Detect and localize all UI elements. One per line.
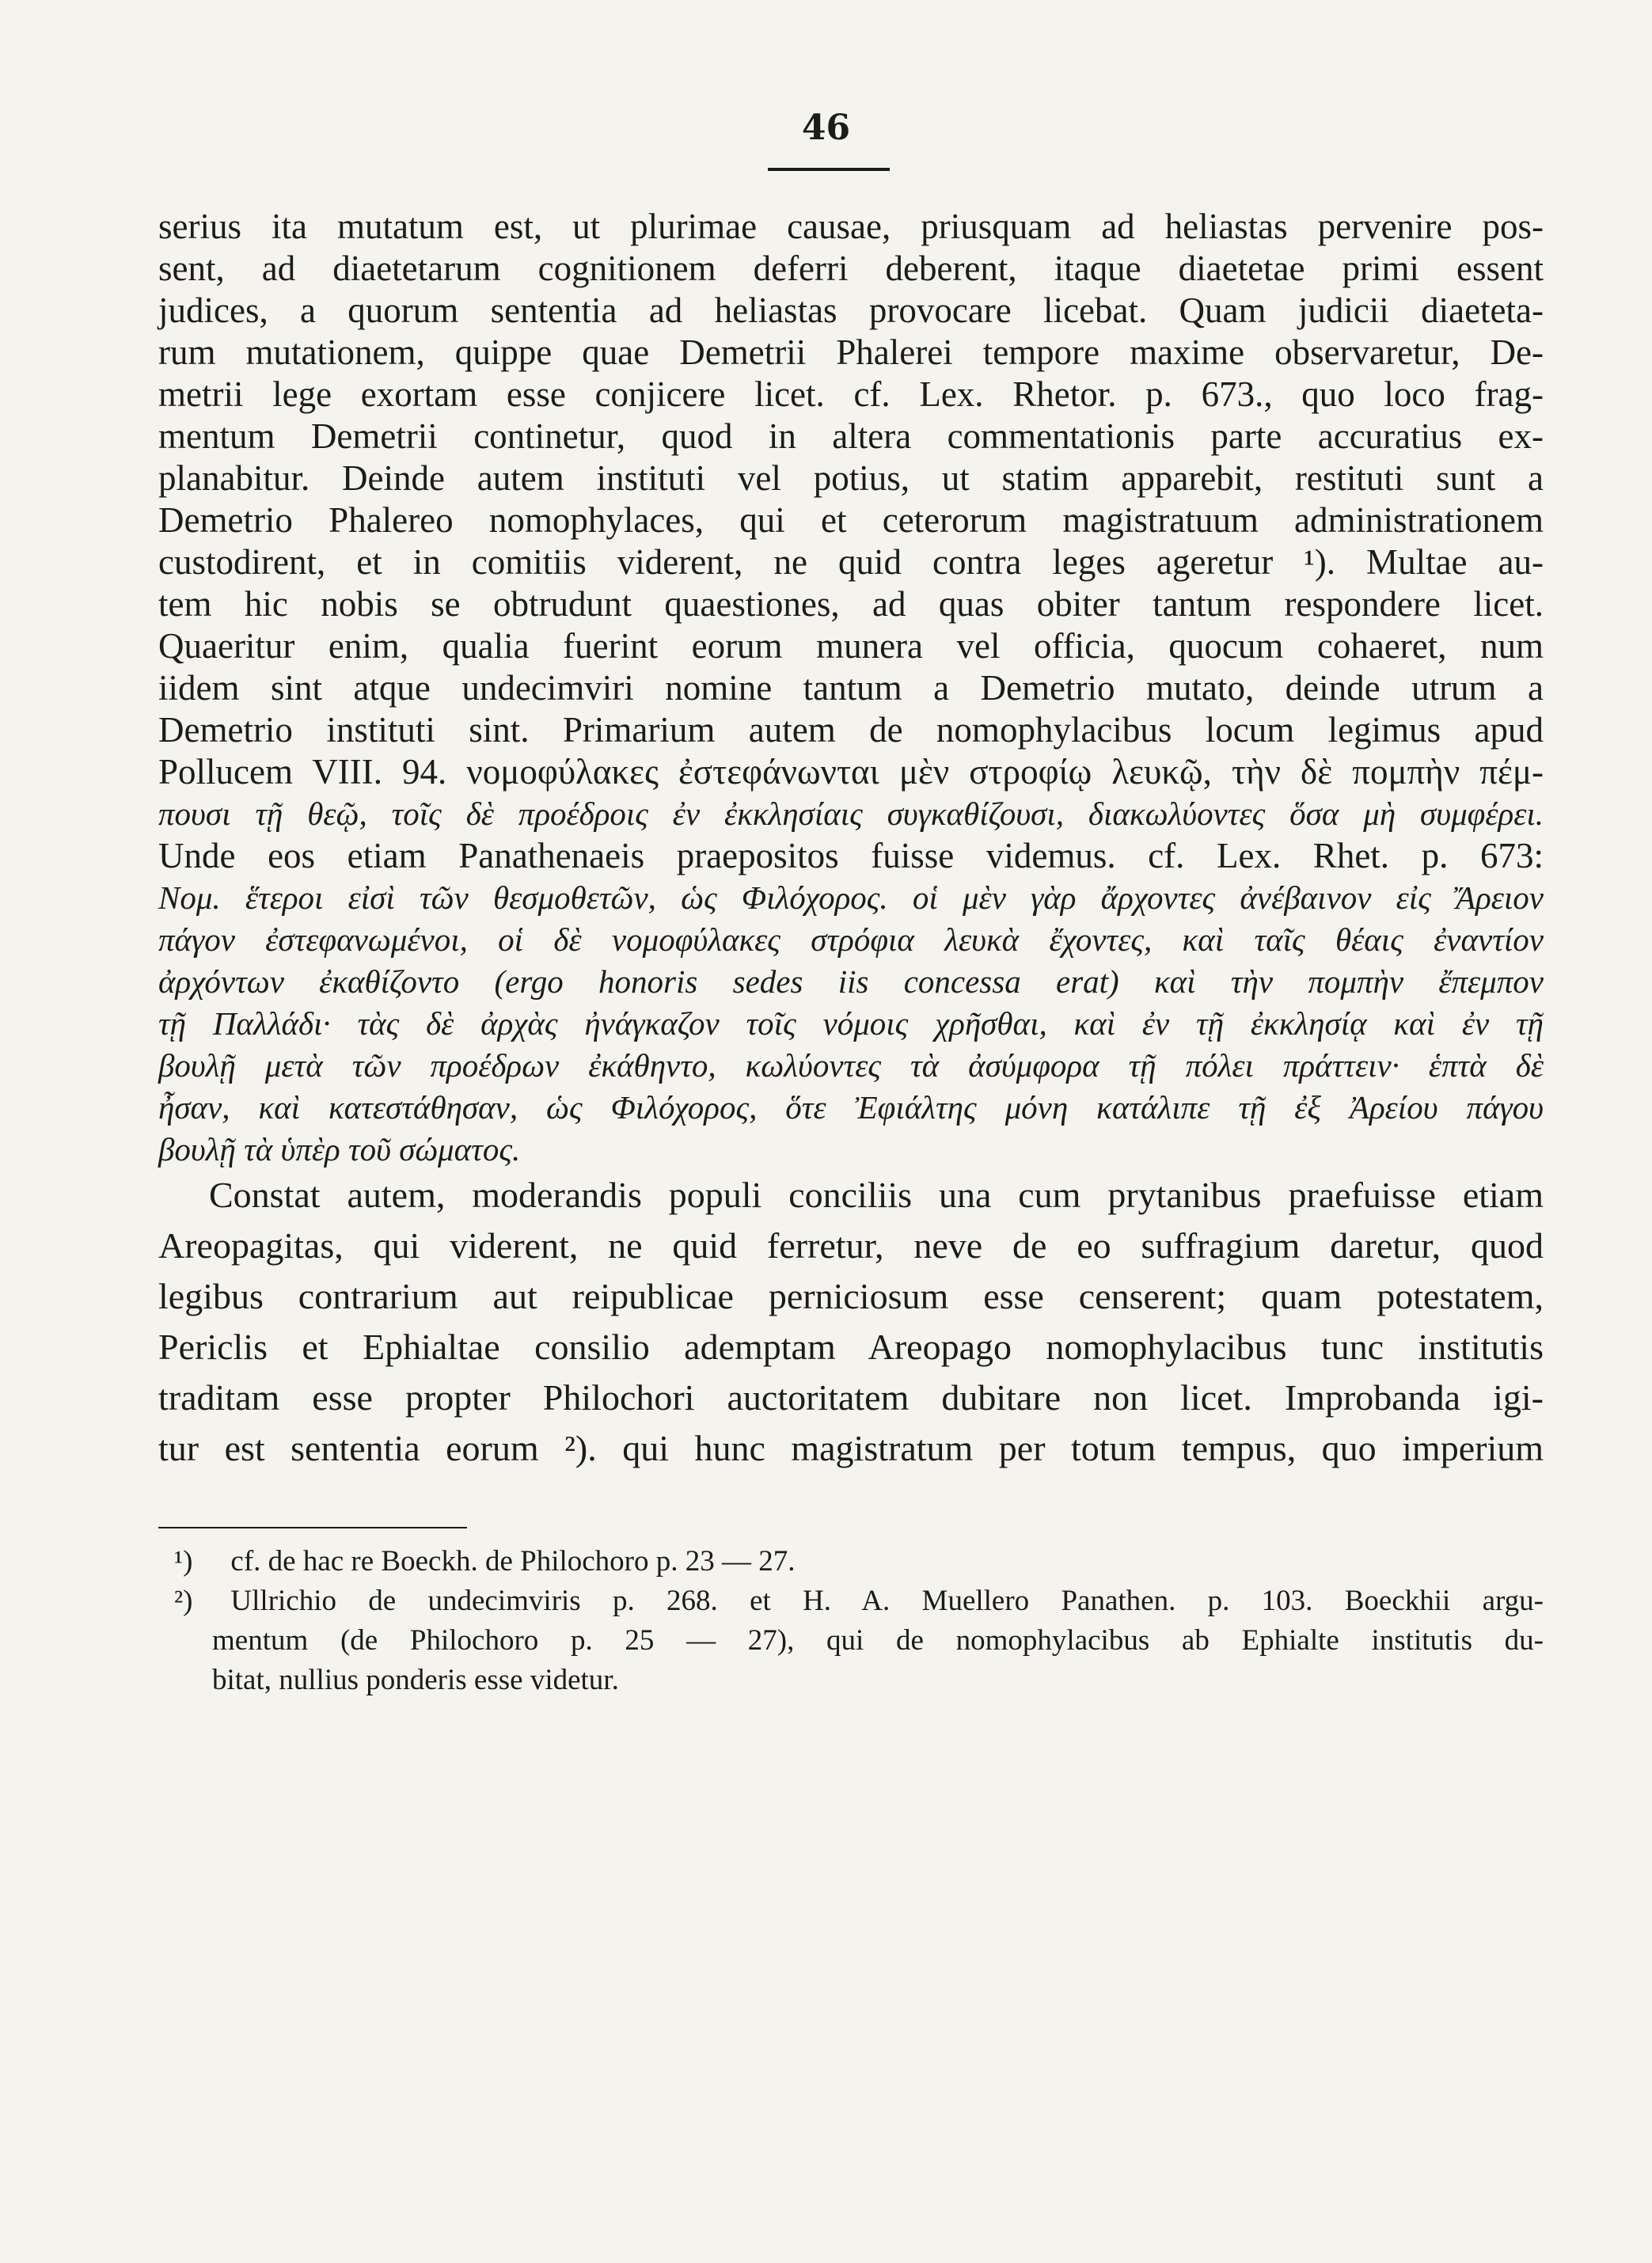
body-line: Demetrio Phalereo nomophylaces, qui et ceterorum magistratuum administrationem	[158, 500, 1544, 540]
body-line: planabitur. Deinde autem instituti vel potius, ut statim apparebit, restituti sunt a	[158, 458, 1544, 498]
body-line: tem hic nobis se obtrudunt quaestiones, ad quas obiter tantum respondere licet.	[158, 584, 1544, 624]
footnote-text: cf. de hac re Boeckh. de Philochoro p. 23 — 27.	[230, 1545, 796, 1578]
footnote-mark: ¹)	[174, 1545, 193, 1578]
body-line: traditam esse propter Philochori auctoritatem dubitare non licet. Improbanda igi-	[158, 1377, 1544, 1418]
greek-quote-line: βουλῇ τὰ ὑπὲρ τοῦ σώματος.	[158, 1131, 521, 1168]
body-line: Constat autem, moderandis populi conciliis una cum prytanibus praefuisse etiam	[209, 1175, 1544, 1215]
greek-quote-line: Νομ. ἕτεροι εἰσὶ τῶν θεσμοθετῶν, ὡς Φιλόχορος. οἱ μὲν γὰρ ἄρχοντες ἀνέβαινον εἰς Ἄρειον	[158, 879, 1544, 916]
body-line: metrii lege exortam esse conjicere licet. cf. Lex. Rhetor. p. 673., quo loco frag-	[158, 374, 1544, 414]
greek-quote-line: πουσι τῇ θεῷ, τοῖς δὲ προέδροις ἐν ἐκκλησίαις συγκαθίζουσι, διακωλύοντες ὅσα μὴ συμφέρει.	[158, 795, 1544, 832]
body-line: Demetrio instituti sint. Primarium autem de nomophylacibus locum legimus apud	[158, 710, 1544, 750]
greek-quote-line: πάγον ἐστεφανωμένοι, οἱ δὲ νομοφύλακες στρόφια λευκὰ ἔχοντες, καὶ ταῖς θέαις ἐναντίον	[158, 921, 1544, 958]
body-line: judices, a quorum sententia ad heliastas provocare licebat. Quam judicii diaeteta-	[158, 290, 1544, 330]
page-number: 46	[801, 108, 851, 148]
body-line: iidem sint atque undecimviri nomine tantum a Demetrio mutato, deinde utrum a	[158, 668, 1544, 708]
body-line: Pollucem VIII. 94. νομοφύλακες ἐστεφάνωνται μὲν στροφίῳ λευκῷ, τὴν δὲ πομπὴν πέμ-	[158, 752, 1544, 792]
footnote-2-line: bitat, nullius ponderis esse videtur.	[212, 1664, 619, 1696]
greek-quote-line: ἀρχόντων ἐκαθίζοντο (ergo honoris sedes iis concessa erat) καὶ τὴν πομπὴν ἔπεμπον	[158, 963, 1544, 1000]
body-line: tur est sententia eorum ²). qui hunc magistratum per totum tempus, quo imperium	[158, 1428, 1544, 1468]
body-line: rum mutationem, quippe quae Demetrii Phalerei tempore maxime observaretur, De-	[158, 332, 1544, 372]
greek-quote-line: ἦσαν, καὶ κατεστάθησαν, ὡς Φιλόχορος, ὅτε Ἐφιάλτης μόνη κατάλιπε τῇ ἐξ Ἀρείου πάγου	[158, 1089, 1544, 1126]
footnote-rule	[158, 1527, 467, 1528]
footnote-2	[174, 1583, 1544, 1619]
body-line: mentum Demetrii continetur, quod in altera commentationis parte accuratius ex-	[158, 416, 1544, 456]
body-line: legibus contrarium aut reipublicae perniciosum esse censerent; quam potestatem,	[158, 1276, 1544, 1316]
body-line: Quaeritur enim, qualia fuerint eorum munera vel officia, quocum cohaeret, num	[158, 626, 1544, 666]
body-line: custodirent, et in comitiis viderent, ne quid contra leges ageretur ¹). Multae au-	[158, 542, 1544, 582]
footnote-1	[174, 1543, 1544, 1580]
body-line: Areopagitas, qui viderent, ne quid ferretur, neve de eo suffragium daretur, quod	[158, 1225, 1544, 1266]
body-line: Unde eos etiam Panathenaeis praepositos fuisse videmus. cf. Lex. Rhet. p. 673:	[158, 836, 1544, 875]
greek-quote-line: τῇ Παλλάδι· τὰς δὲ ἀρχὰς ἠνάγκαζον τοῖς νόμοις χρῆσθαι, καὶ ἐν τῇ ἐκκλησίᾳ καὶ ἐν τῇ	[158, 1005, 1544, 1042]
body-line: serius ita mutatum est, ut plurimae causae, priusquam ad heliastas pervenire pos-	[158, 207, 1544, 246]
greek-quote-line: βουλῇ μετὰ τῶν προέδρων ἐκάθηντο, κωλύοντες τὰ ἀσύμφορα τῇ πόλει πράττειν· ἑπτὰ δὲ	[158, 1047, 1544, 1084]
footnote-2-line: mentum (de Philochoro p. 25 — 27), qui de nomophylacibus ab Ephialte institutis du-	[212, 1624, 1544, 1657]
footnote-mark: ²)	[174, 1585, 193, 1617]
page-number-rule	[768, 168, 890, 171]
body-line: Periclis et Ephialtae consilio ademptam Areopago nomophylacibus tunc institutis	[158, 1327, 1544, 1367]
body-line: sent, ad diaetetarum cognitionem deferri deberent, itaque diaetetae primi essent	[158, 249, 1544, 288]
footnote-text: Ullrichio de undecimviris p. 268. et H. A. Muellero Panathen. p. 103. Boeckhii argu-	[230, 1585, 1544, 1617]
